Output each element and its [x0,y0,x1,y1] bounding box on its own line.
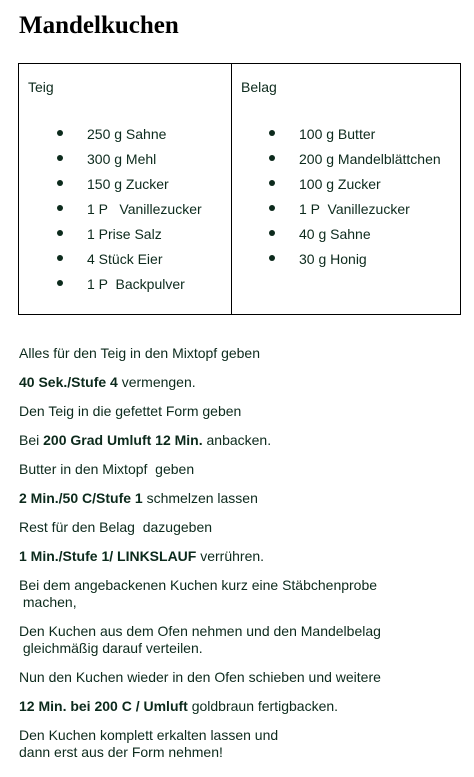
teig-heading: Teig [28,79,54,95]
list-item: 250 g Sahne [57,125,202,150]
list-item: 1 Prise Salz [57,225,202,250]
recipe-title: Mandelkuchen [19,12,179,39]
teig-list [57,125,202,300]
bullet-icon [57,205,63,211]
bullet-icon [269,205,275,211]
instruction-step: 2 Min./50 C/Stufe 1 schmelzen lassen [19,490,258,506]
list-item: 200 g Mandelblättchen [269,150,441,175]
bullet-icon [269,230,275,236]
belag-list [269,125,441,275]
ingredients-table [18,63,461,315]
bullet-icon [57,255,63,261]
instruction-step: Butter in den Mixtopf geben [19,461,195,477]
bullet-icon [57,180,63,186]
list-item: 300 g Mehl [57,150,202,175]
instruction-step: 40 Sek./Stufe 4 vermengen. [19,374,196,390]
bullet-icon [57,280,63,286]
bullet-icon [269,180,275,186]
bullet-icon [269,255,275,261]
instruction-step: 12 Min. bei 200 C / Umluft goldbraun fertigbacken. [19,698,339,714]
belag-column [232,64,460,314]
bullet-icon [269,130,275,136]
list-item: 150 g Zucker [57,175,202,200]
list-item: 1 P Backpulver [57,275,202,300]
bullet-icon [57,230,63,236]
belag-heading: Belag [241,79,277,95]
list-item: 30 g Honig [269,250,441,275]
instructions [19,345,459,773]
instruction-step: Bei 200 Grad Umluft 12 Min. anbacken. [19,432,272,448]
bullet-icon [57,130,63,136]
instruction-step: Bei dem angebackenen Kuchen kurz eine Stäbchenprobe machen, [19,577,378,610]
instruction-step: Alles für den Teig in den Mixtopf geben [19,345,261,361]
bullet-icon [269,155,275,161]
teig-column [19,64,232,314]
instruction-step: Den Teig in die gefettet Form geben [19,403,242,419]
instruction-step: 1 Min./Stufe 1/ LINKSLAUF verrühren. [19,548,265,564]
list-item: 100 g Zucker [269,175,441,200]
instruction-step: Den Kuchen komplett erkalten lassen und dann erst aus der Form nehmen! [19,727,279,760]
list-item: 100 g Butter [269,125,441,150]
instruction-step: Rest für den Belag dazugeben [19,519,213,535]
list-item: 4 Stück Eier [57,250,202,275]
instruction-step: Den Kuchen aus dem Ofen nehmen und den Mandelbelag gleichmäßig darauf verteilen. [19,623,381,656]
list-item: 1 P Vanillezucker [269,200,441,225]
list-item: 40 g Sahne [269,225,441,250]
bullet-icon [57,155,63,161]
list-item: 1 P Vanillezucker [57,200,202,225]
instruction-step: Nun den Kuchen wieder in den Ofen schieben und weitere [19,669,381,685]
